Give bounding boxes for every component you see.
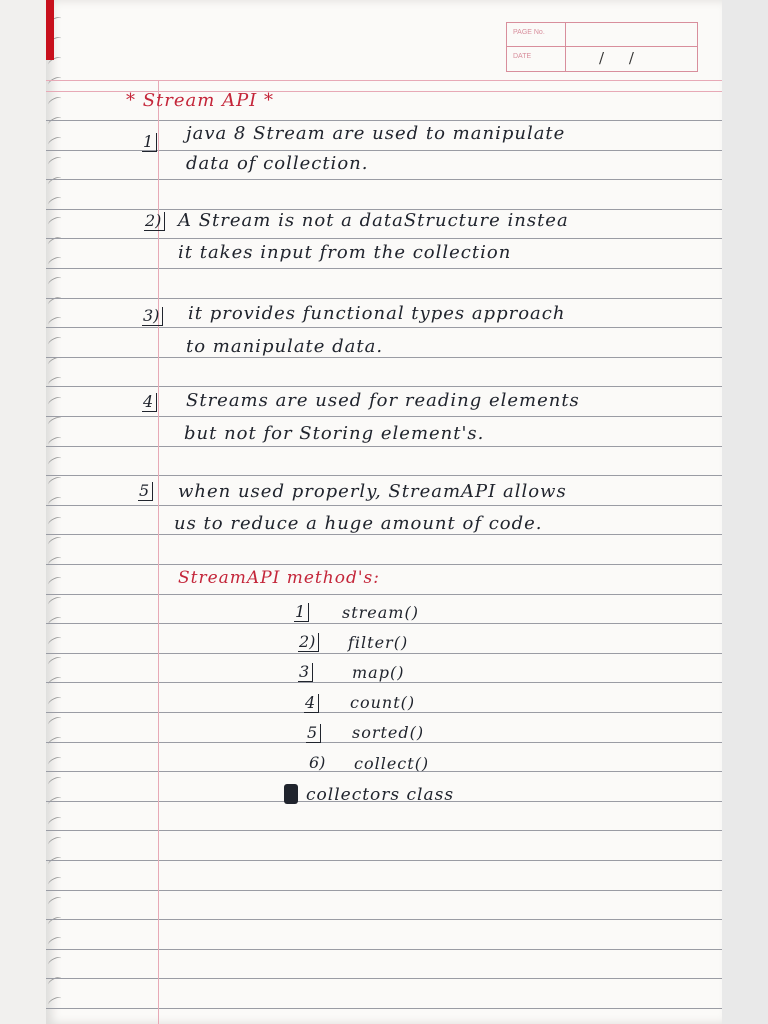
method-name: map() [352, 663, 405, 682]
binding-hole [47, 935, 63, 947]
binding-hole [47, 755, 63, 767]
binding-hole [47, 955, 63, 967]
binding-hole [47, 415, 63, 427]
method-name: filter() [348, 633, 409, 652]
header-rule [46, 80, 722, 81]
binding-hole [47, 715, 63, 727]
ruled-line [46, 386, 722, 387]
ruled-line [46, 268, 722, 269]
point-line: A Stream is not a dataStructure instea [178, 210, 569, 231]
ruled-line [46, 327, 722, 328]
ruled-line [46, 919, 722, 920]
method-number: 5 [306, 724, 321, 743]
page-corner-tab [46, 0, 54, 60]
method-name: count() [350, 693, 416, 712]
binding-hole [47, 255, 63, 267]
binding-hole [47, 615, 63, 627]
point-number: 2) [144, 212, 165, 231]
ruled-line [46, 594, 722, 595]
point-number: 5 [138, 482, 153, 501]
ruled-line [46, 653, 722, 654]
ruled-line [46, 564, 722, 565]
binding-hole [47, 995, 63, 1007]
ruled-line [46, 416, 722, 417]
binding-hole [47, 515, 63, 527]
ruled-line [46, 860, 722, 861]
background-surface [722, 0, 768, 1024]
point-line: it provides functional types approach [188, 303, 566, 324]
binding-hole [47, 315, 63, 327]
ruled-line [46, 682, 722, 683]
ruled-line [46, 298, 722, 299]
binding-hole [47, 875, 63, 887]
point-line: it takes input from the collection [178, 242, 512, 263]
ruled-line [46, 623, 722, 624]
ruled-line [46, 890, 722, 891]
point-number: 1 [142, 133, 157, 152]
method-number: 3 [298, 663, 313, 682]
ruled-line [46, 120, 722, 121]
binding-hole [47, 115, 63, 127]
point-line: us to reduce a huge amount of code. [174, 513, 543, 534]
binding-hole [47, 855, 63, 867]
ruled-line [46, 446, 722, 447]
method-number: 4 [304, 694, 319, 713]
page-date-box [506, 22, 698, 72]
binding-hole [47, 575, 63, 587]
binding-hole [47, 595, 63, 607]
binding-hole [47, 475, 63, 487]
binding-hole [47, 775, 63, 787]
binding-hole [47, 335, 63, 347]
binding-hole [47, 535, 63, 547]
binding-hole [47, 455, 63, 467]
point-number: 3) [142, 307, 163, 326]
ruled-line [46, 949, 722, 950]
ruled-line [46, 534, 722, 535]
page-no-label: PAGE No. [513, 29, 545, 36]
ruled-line [46, 742, 722, 743]
point-line: data of collection. [186, 153, 369, 174]
binding-hole [47, 155, 63, 167]
ruled-line [46, 357, 722, 358]
date-value: / / [599, 49, 644, 67]
binding-hole [47, 195, 63, 207]
point-number: 4 [142, 393, 157, 412]
binding-holes [46, 0, 66, 1024]
method-name: sorted() [352, 723, 425, 742]
binding-hole [47, 555, 63, 567]
ruled-line [46, 179, 722, 180]
ruled-line [46, 505, 722, 506]
binding-hole [47, 895, 63, 907]
point-line: Streams are used for reading elements [186, 390, 580, 411]
page-title: * Stream API * [126, 90, 275, 111]
binding-hole [47, 75, 63, 87]
binding-hole [47, 655, 63, 667]
ruled-line [46, 978, 722, 979]
methods-heading: StreamAPI method's: [178, 568, 380, 588]
binding-hole [47, 835, 63, 847]
binding-hole [47, 915, 63, 927]
method-number: 6) [309, 753, 326, 772]
point-line: java 8 Stream are used to manipulate [186, 123, 566, 144]
point-line: to manipulate data. [186, 336, 384, 357]
binding-hole [47, 135, 63, 147]
scribbled-bullet-icon [284, 784, 298, 804]
adjacent-page-edge [0, 0, 46, 1024]
ruled-line [46, 238, 722, 239]
binding-hole [47, 695, 63, 707]
method-name: collect() [354, 754, 430, 773]
ruled-line [46, 1008, 722, 1009]
method-number: 2) [298, 633, 319, 652]
point-line: when used properly, StreamAPI allows [178, 481, 567, 502]
binding-hole [47, 175, 63, 187]
binding-hole [47, 635, 63, 647]
notebook-page [46, 0, 722, 1024]
ruled-line [46, 830, 722, 831]
binding-hole [47, 275, 63, 287]
ruled-line [46, 712, 722, 713]
binding-hole [47, 395, 63, 407]
method-name: collectors class [306, 785, 455, 805]
method-name: stream() [342, 603, 419, 622]
binding-hole [47, 215, 63, 227]
date-label: DATE [513, 53, 532, 60]
ruled-line [46, 475, 722, 476]
binding-hole [47, 95, 63, 107]
method-number: 1 [294, 603, 309, 622]
binding-hole [47, 815, 63, 827]
point-line: but not for Storing element's. [184, 423, 485, 444]
